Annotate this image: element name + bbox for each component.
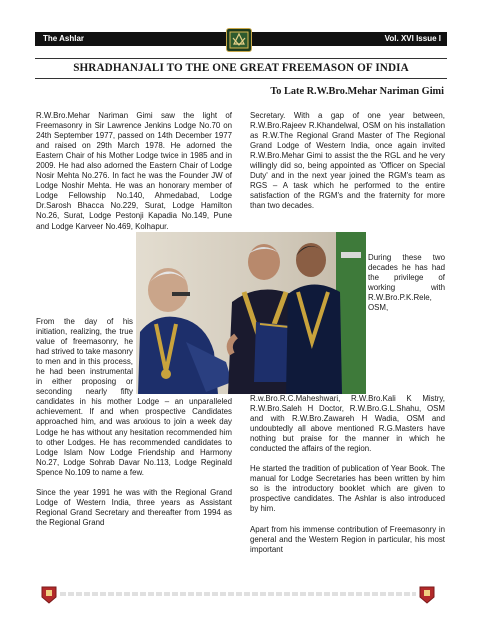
left-column-top [36,111,232,242]
paragraph: During these two decades he has had the privilege of working with R.W.Bro.P.K.Rele, OSM, R.w.Bro.R.C.Maheshwari, R.W.Bro.Kali K Mistry, R.W.Bro.Saleh H Doctor, R.W.Bro.G.L.Shahu, OSM and with R.W.Bro.Zawareh H Wadia, OSM and undoubtedly all above mentioned R.G.Masters have nothing but praise for the manner in which he conducted the affairs of the region. [250,253,445,454]
title-top-rule [35,58,447,59]
magazine-name: The Ashlar [43,34,85,43]
title-bottom-rule [35,78,447,79]
article-subtitle: To Late R.W.Bro.Mehar Nariman Gimi [270,86,444,97]
lodge-emblem-icon [226,28,252,52]
paragraph: Since the year 1991 he was with the Regional Grand Lodge of Western India, three years as Assistant Regional Grand Secretary and thereafter from 1994 as the Regional Grand [36,487,232,527]
article-title: SHRADHANJALI TO THE ONE GREAT FREEMASON OF INDIA [73,62,409,74]
paragraph: R.W.Bro.Mehar Nariman Gimi saw the light of Freemasonry in Sir Lawrence Jenkins Lodge No.70 on 24th September 1977, passed on 14th December 1977 and raised on 29th March 1978. He adorned the Eastern Chair of his Mother Lodge twice in 1985 and in 2009. He had also adorned the Eastern Chair of Lodge Nosir Mehta No.276. In fact he was the Founder JW of Lodge Noshir Mehta. He was an honorary member of Lodge Fellowship No.140, Ahmedabad, Lodge Dr.Sarosh Bhacca No.229, Surat, Lodge Hamilton No.26, Surat, Lodge Pestonji Kapadia No.149, Pune and Lodge Karveer No.469, Kolhapur. [36,111,232,231]
paragraph: Apart from his immense contribution of Freemasonry in general and the Western Region in particular, his most important [250,524,445,554]
ceremony-photo [136,232,366,394]
paragraph: Secretary. With a gap of one year between, R.W.Bro.Rajeev R.Khandelwal, OSM on his installation as R.W.The Regional Grand Master of The Regional Grand Lodge of Western India, once again invited R.W.Bro.Mehar Gimi to assist the the RGL and he very willingly did so, being appointed as 'Officer on Special Duty' and in the next year joined the RGM's team as RGS – A task which he performed to the entire satisfaction of the RGM's and the fraternity for more than two decades. [250,111,445,211]
paragraph: He started the tradition of publication of Year Book. The manual for Lodge Secretaries has been written by him so is the introductory booklet which are given to prospective candidates. The Ashlar is also introduced by him. [250,464,445,514]
paragraph: From the day of his initiation, realizing, the true value of freemasonry, he had strived to take masonry to men and in this process, he had been instrumental in either proposing or seconding nearly fifty candidates in his mother Lodge – an unparalleled achievement. If and when prospective Candidates approached him, and was anxious to join a week day Lodge he has without any hesitation recommended him to other Lodges. He has recommended candidates to Lodge Islam Now Lodge Friendship and Harmony No.27, Lodge Sohrab Davar No.113, Lodge Reginald Spence No.109 to name a few. [36,317,232,477]
footer-left-emblem-icon [40,585,58,605]
footer-right-emblem-icon [418,585,436,605]
issue-label: Vol. XVI Issue I [384,34,441,43]
right-column-top [250,111,445,221]
footer-rule [60,592,416,596]
